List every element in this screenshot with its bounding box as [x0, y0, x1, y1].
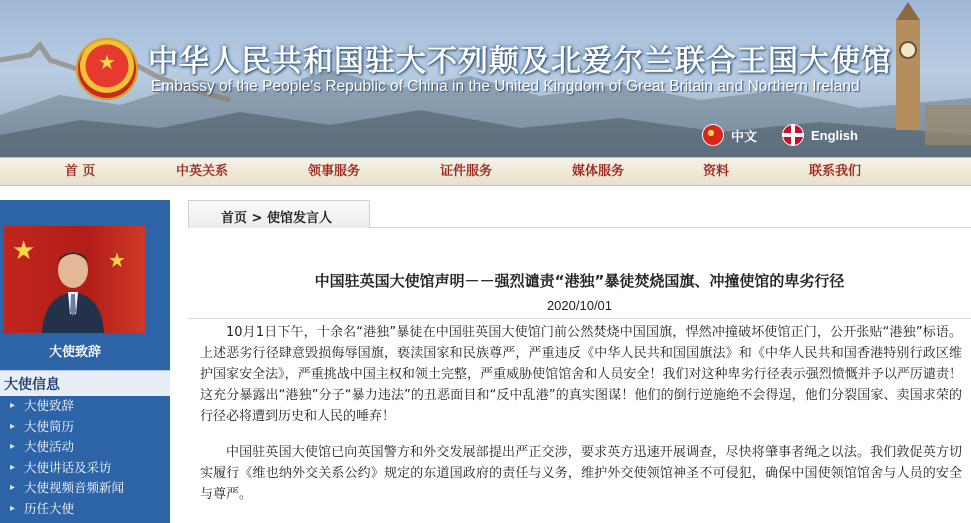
title-divider [188, 318, 971, 319]
language-english-link[interactable] [783, 125, 858, 145]
breadcrumb-tab [188, 200, 370, 228]
nav-item-contact-us[interactable]: 联系我们 [808, 164, 861, 179]
article-date: 2020/10/01 [546, 298, 613, 313]
national-emblem-icon [76, 38, 138, 100]
nav-item-media-services[interactable]: 媒体服务 [571, 164, 624, 179]
ambassador-info-header [0, 370, 170, 396]
language-english-label: English [811, 127, 858, 143]
sidebar-item-ambassador-message[interactable]: ▸ 大使致辞 [0, 396, 170, 417]
sidebar-links [0, 396, 170, 519]
breadcrumb [221, 207, 332, 226]
nav-item-sino-uk-relations[interactable]: 中英关系 [175, 164, 228, 179]
main-nav [0, 157, 971, 186]
emblem-star-icon: ★ [98, 50, 116, 74]
flag-star-icon: ★ [12, 236, 36, 266]
site-title-english: Embassy of the People's Republic of China in the United Kingdom of Great Britain and Northern Ireland [151, 78, 860, 95]
sidebar-item-ambassador-activities[interactable]: ▸ 大使活动 [0, 437, 170, 458]
sidebar-item-ambassador-biography[interactable]: ▸ 大使简历 [0, 417, 170, 438]
header-banner [0, 0, 971, 157]
ambassador-photo[interactable] [4, 226, 145, 333]
sidebar [0, 200, 170, 523]
ambassador-portrait [38, 244, 108, 333]
breadcrumb-separator: > [251, 211, 263, 226]
article-paragraph: 10月1日下午，十余名“港独”暴徒在中国驻英国大使馆门前公然焚烧中国国旗，悍然冲撞破坏使馆正门，公开张贴“港独”标语。上述恶劣行径肆意毁损侮辱国旗，亵渎国家和民族尊严，严重违反《中华人民共和国国旗法》和《中华人民共和国香港特别行政区维护国家安全法》，严重挑战中国主权和领土完整，严重威胁使馆馆舍和人员安全！我们对这种卑劣行径表示强烈愤慨并予以严厉谴责！这充分暴露出“港独”分子“暴力违法”的丑恶面目和“反中乱港”的真实图谋！他们的倒行逆施绝不会得逞，他们分裂国家、卖国求荣的行径必将遭到历史和人民的唾弃！ [200, 325, 962, 424]
breadcrumb-bar [188, 200, 971, 228]
site-title-chinese: 中华人民共和国驻大不列颠及北爱尔兰联合王国大使馆 [148, 44, 892, 79]
article-title: 中国驻英国大使馆声明－－强烈谴责“港独”暴徒焚烧国旗、冲撞使馆的卑劣行径 [314, 272, 845, 290]
nav-item-home[interactable]: 首 页 [64, 164, 96, 179]
flag-star-icon: ★ [108, 248, 126, 272]
language-chinese-link[interactable] [703, 125, 757, 145]
ambassador-message-caption[interactable]: 大使致辞 [48, 345, 101, 360]
breadcrumb-home-link[interactable]: 首页 [221, 211, 248, 226]
nav-item-consular-services[interactable]: 领事服务 [307, 164, 360, 179]
uk-flag-icon [783, 125, 803, 145]
nav-item-document-services[interactable]: 证件服务 [439, 164, 492, 179]
china-flag-icon [703, 125, 723, 145]
sidebar-item-former-ambassadors[interactable]: ▸ 历任大使 [0, 499, 170, 520]
nav-item-resources[interactable]: 资料 [702, 164, 729, 179]
article-paragraph: 中国驻英国大使馆已向英国警方和外交发展部提出严正交涉，要求英方迅速开展调查，尽快将肇事者绳之以法。我们敦促英方切实履行《维也纳外交关系公约》规定的东道国政府的责任与义务，维护外交使领馆神圣不可侵犯，确保中国使领馆馆舍与人员的安全与尊严。 [200, 445, 962, 502]
language-chinese-label: 中文 [731, 129, 758, 145]
sidebar-item-video-audio-news[interactable]: ▸ 大使视频音频新闻 [0, 478, 170, 499]
sidebar-item-speeches-interviews[interactable]: ▸ 大使讲话及采访 [0, 458, 170, 479]
section-title: 大使信息 [4, 377, 60, 393]
breadcrumb-current-link[interactable]: 使馆发言人 [266, 211, 332, 226]
